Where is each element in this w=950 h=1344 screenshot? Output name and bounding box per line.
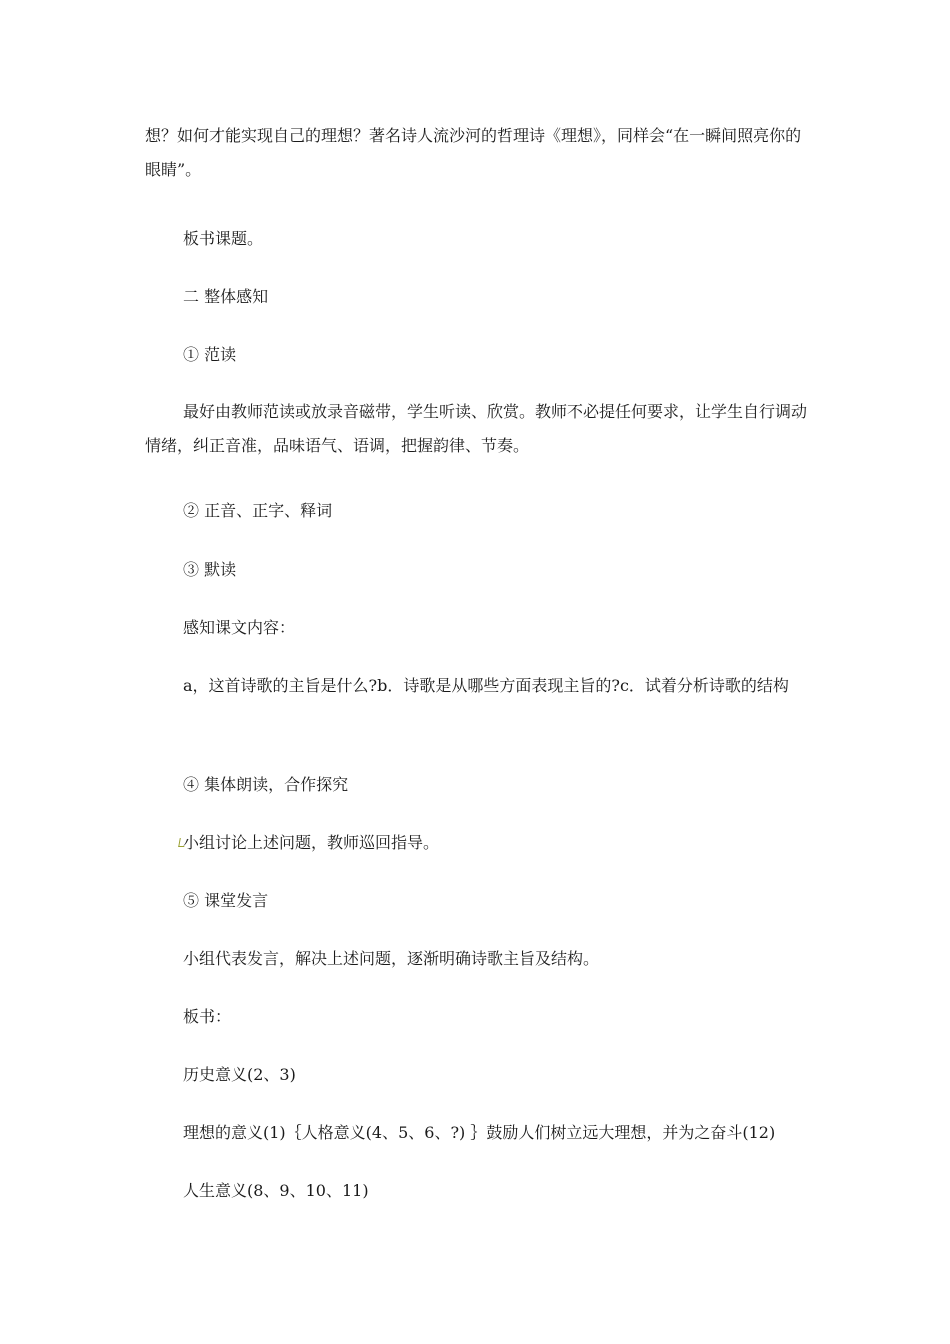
perceive-label: 感知课文内容：	[183, 618, 296, 637]
step-5-heading: ⑤ 课堂发言	[183, 891, 269, 910]
board-label: 板书：	[183, 1007, 232, 1026]
board-line-meaning: 理想的意义(1)｛人格意义(4、5、6、?) ｝鼓励人们树立远大理想，并为之奋斗(12)	[183, 1123, 776, 1142]
board-title-line: 板书课题。	[183, 229, 264, 248]
board-line-history: 历史意义(2、3)	[183, 1065, 296, 1084]
questions-paragraph: a，这首诗歌的主旨是什么?b．诗歌是从哪些方面表现主旨的?c．试着分析诗歌的结构	[183, 676, 789, 695]
step-2-heading: ② 正音、正字、释词	[183, 501, 333, 520]
step-1-description: 最好由教师范读或放录音磁带，学生听读、欣赏。教师不必提任何要求，让学生自行调动情绪，纠正音准，品味语气、语调，把握韵律、节奏。	[145, 402, 808, 455]
step-4-heading: ④ 集体朗读，合作探究	[183, 775, 349, 794]
intro-paragraph: 想？如何才能实现自己的理想？著名诗人流沙河的哲理诗《理想》，同样会“在一瞬间照亮你的眼睛”。	[145, 126, 802, 179]
step-1-heading: ① 范读	[183, 345, 237, 364]
step-3-heading: ③ 默读	[183, 560, 237, 579]
group-discussion-line: 小组讨论上述问题，教师巡回指导。	[183, 833, 440, 852]
board-line-life: 人生意义(8、9、10、11)	[183, 1181, 369, 1200]
section-heading: 二 整体感知	[183, 287, 269, 306]
group-speech-line: 小组代表发言，解决上述问题，逐渐明确诗歌主旨及结构。	[183, 949, 600, 968]
